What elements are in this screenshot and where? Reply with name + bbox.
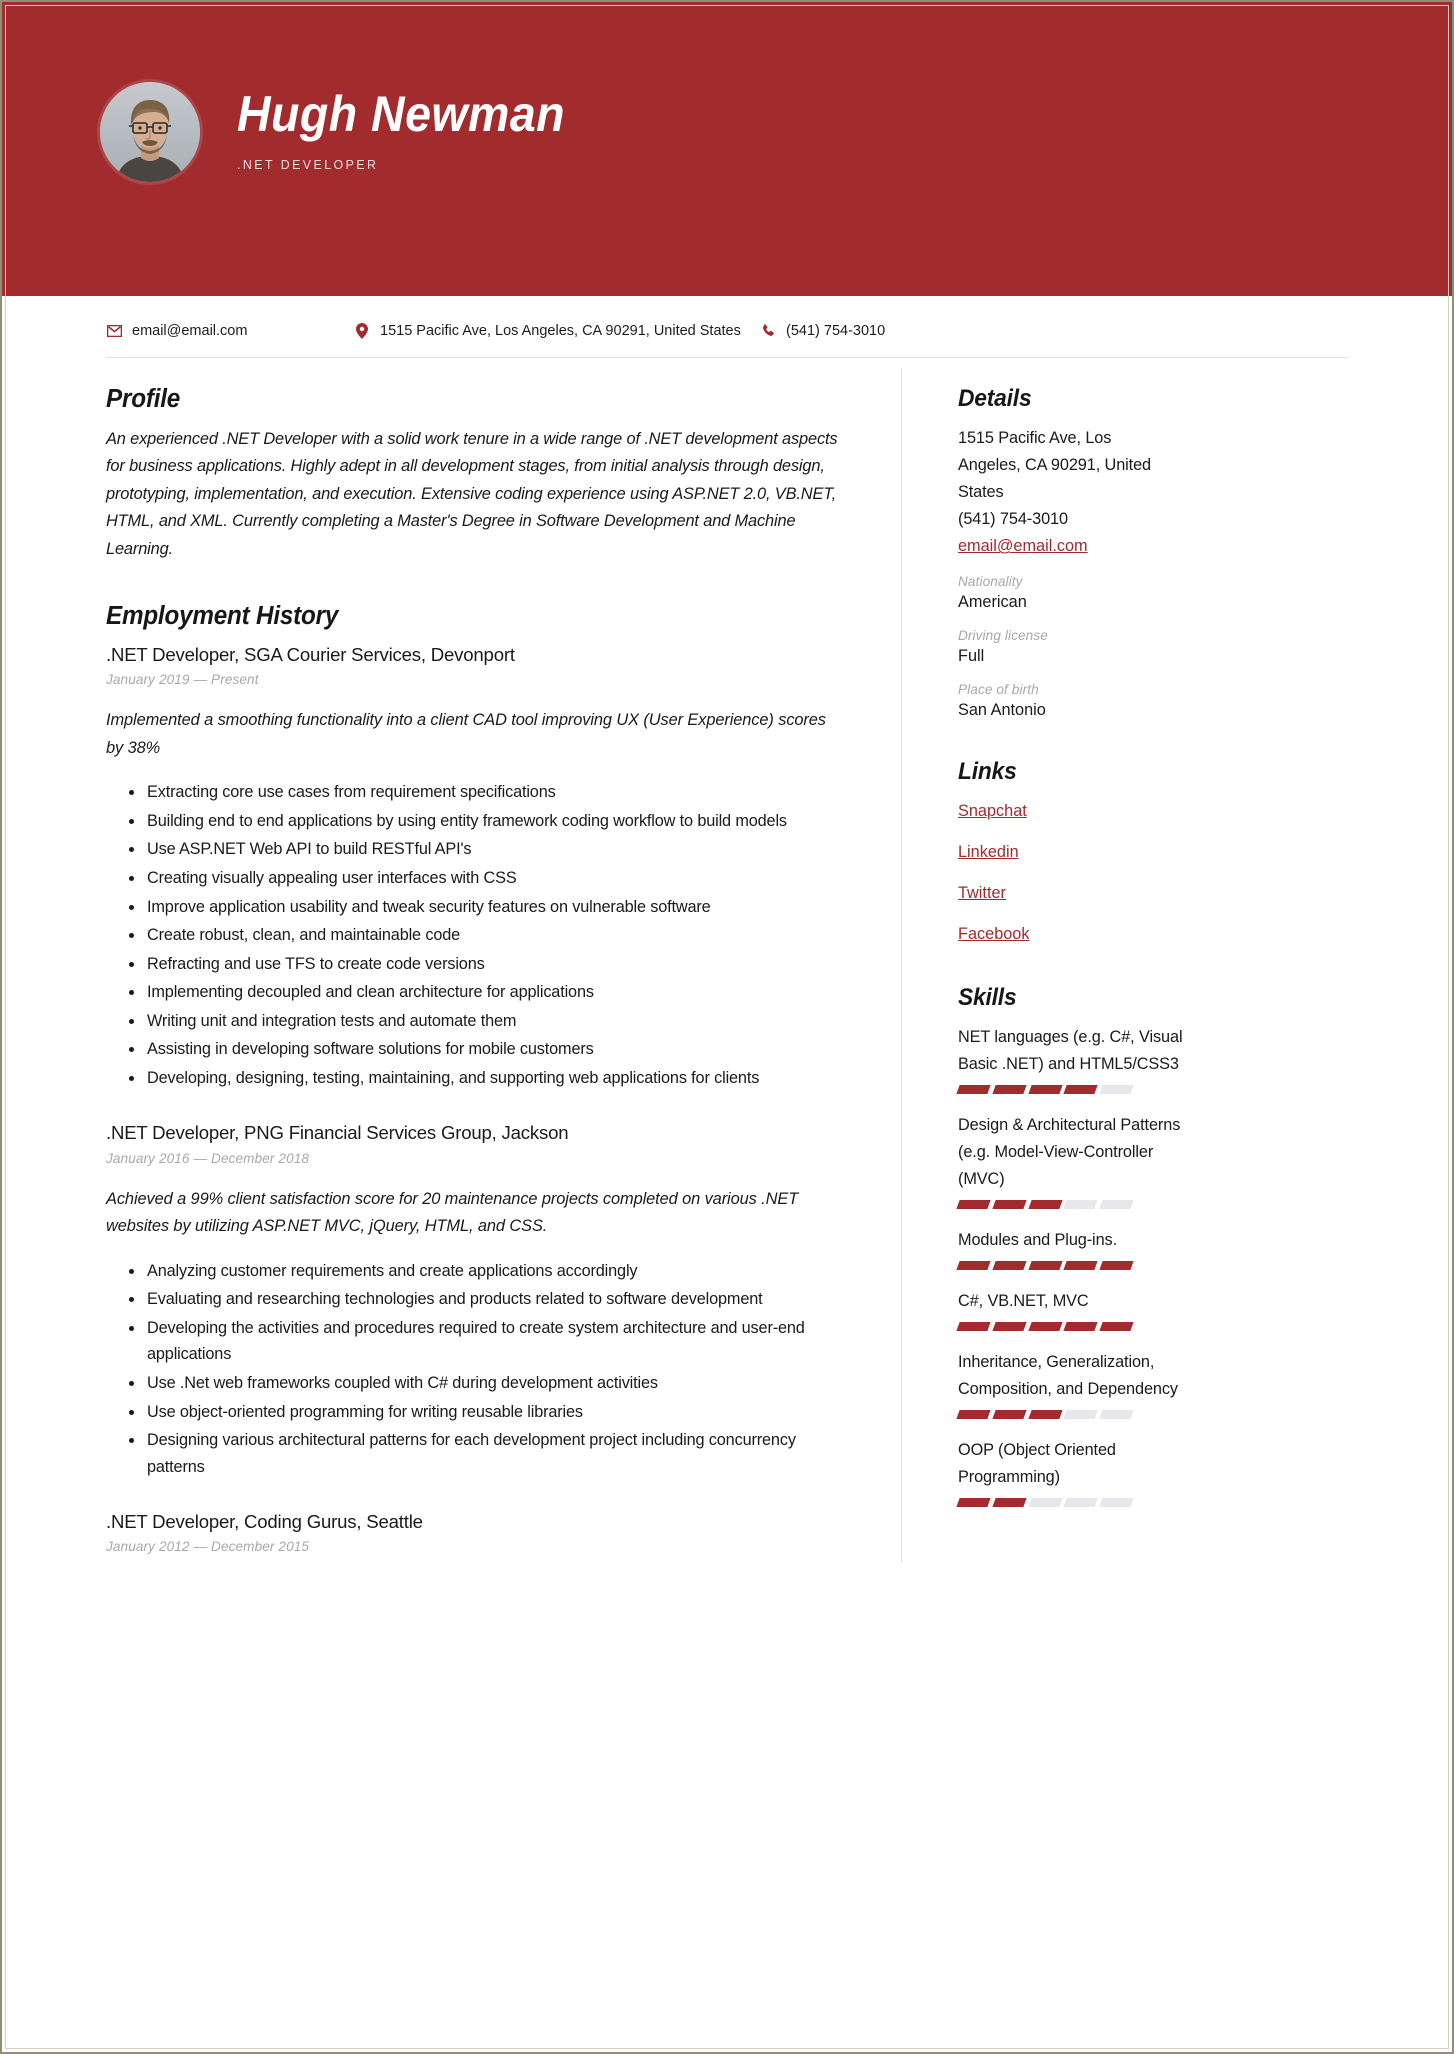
job-bullet: Assisting in developing software solutions for mobile customers [147, 1036, 843, 1063]
envelope-icon [106, 323, 122, 339]
field-label: Place of birth [958, 681, 1039, 697]
job-bullet: Use .Net web frameworks coupled with C# during development activities [147, 1370, 843, 1397]
job-date-range: January 2012 — December 2015 [106, 1539, 310, 1555]
profile-photo [100, 82, 200, 182]
skill-item [958, 1349, 1202, 1419]
skill-level-segment [1064, 1498, 1098, 1507]
skill-level-segment [1064, 1322, 1098, 1331]
name-block [237, 82, 590, 172]
employment-entry [106, 643, 843, 1091]
job-bullet: Developing the activities and procedures required to create system architecture and user-end applications [147, 1315, 843, 1368]
field-value: Full [958, 647, 985, 666]
job-bullet: Analyzing customer requirements and create applications accordingly [147, 1258, 843, 1285]
job-bullet: Building end to end applications by using entity framework coding workflow to build models [147, 808, 843, 835]
link-twitter[interactable]: Twitter [958, 883, 1006, 902]
employment-entry [106, 1121, 843, 1480]
skill-level-segment [1028, 1200, 1062, 1209]
contact-email-text: email@email.com [132, 323, 248, 339]
skill-level-segment [992, 1261, 1026, 1270]
skill-level-segment [1028, 1498, 1062, 1507]
contact-email[interactable] [106, 323, 354, 339]
skill-level-segment [956, 1261, 990, 1270]
skill-level-segment [956, 1410, 990, 1419]
section-skills [958, 984, 1202, 1508]
employment-entry [106, 1510, 843, 1554]
skill-name: OOP (Object Oriented Programming) [958, 1441, 1116, 1487]
job-title-line: .NET Developer, PNG Financial Services Group, Jackson [106, 1122, 569, 1144]
skill-level-segment [1064, 1261, 1098, 1270]
full-name: Hugh Newman [237, 86, 566, 142]
skill-level-segment [992, 1498, 1026, 1507]
field-value: American [958, 593, 1027, 612]
field-label: Driving license [958, 628, 1048, 644]
contact-phone-text: (541) 754-3010 [786, 323, 886, 339]
skill-level-segment [1100, 1261, 1134, 1270]
link-snapchat[interactable]: Snapchat [958, 801, 1027, 820]
skill-level-segment [1100, 1085, 1134, 1094]
employment-heading: Employment History [106, 601, 339, 630]
skill-level-segment [956, 1322, 990, 1331]
skill-level-segment [992, 1085, 1026, 1094]
skill-name: Inheritance, Generalization, Composition, and Dependency [958, 1353, 1178, 1399]
job-summary: Achieved a 99% client satisfaction score for 20 maintenance projects completed on various .NET websites by utilizing ASP.NET MVC, jQuery, HTML, and CSS. [106, 1189, 799, 1236]
sidebar-column [902, 358, 1202, 1563]
job-title-line: .NET Developer, Coding Gurus, Seattle [106, 1511, 423, 1533]
skill-item [958, 1227, 1202, 1270]
job-bullet: Extracting core use cases from requirement specifications [147, 779, 843, 806]
contact-bar [2, 296, 1452, 339]
job-bullet: Use ASP.NET Web API to build RESTful API's [147, 836, 843, 863]
section-links [958, 758, 1202, 948]
job-bullet: Refracting and use TFS to create code versions [147, 951, 843, 978]
field-value: San Antonio [958, 700, 1046, 719]
skill-level-bar [958, 1410, 1132, 1419]
skill-level-segment [992, 1200, 1026, 1209]
skills-heading: Skills [958, 983, 1017, 1011]
link-row [958, 880, 1202, 907]
skill-level-bar [958, 1261, 1132, 1270]
field-label: Nationality [958, 574, 1023, 590]
skill-level-segment [1028, 1322, 1062, 1331]
job-bullet: Use object-oriented programming for writing reusable libraries [147, 1399, 843, 1426]
skill-level-bar [958, 1200, 1132, 1209]
job-bullet: Evaluating and researching technologies and products related to software development [147, 1286, 843, 1313]
skill-name: NET languages (e.g. C#, Visual Basic .NET) and HTML5/CSS3 [958, 1027, 1183, 1073]
job-title-line: .NET Developer, SGA Courier Services, Devonport [106, 643, 515, 665]
job-bullet: Creating visually appealing user interfaces with CSS [147, 865, 843, 892]
skill-level-segment [1064, 1200, 1098, 1209]
links-heading: Links [958, 757, 1017, 785]
skill-level-segment [1100, 1410, 1134, 1419]
job-bullet: Developing, designing, testing, maintaining, and supporting web applications for clients [147, 1065, 843, 1092]
section-details [958, 385, 1202, 722]
contact-address [354, 323, 760, 339]
skill-name: Modules and Plug-ins. [958, 1231, 1117, 1250]
job-date-range: January 2016 — December 2018 [106, 1150, 310, 1166]
phone-icon [760, 323, 776, 339]
skill-level-segment [1028, 1261, 1062, 1270]
skill-level-segment [1100, 1200, 1134, 1209]
link-row [958, 839, 1202, 866]
links-list [958, 798, 1202, 948]
skill-item [958, 1024, 1202, 1094]
skill-level-segment [992, 1322, 1026, 1331]
skill-level-segment [1100, 1322, 1134, 1331]
skill-level-segment [1064, 1410, 1098, 1419]
details-field-nationality [958, 574, 1202, 614]
details-email-link[interactable]: email@email.com [958, 537, 1088, 556]
link-row [958, 798, 1202, 825]
job-bullet: Improve application usability and tweak security features on vulnerable software [147, 894, 843, 921]
skill-level-segment [1100, 1498, 1134, 1507]
link-row [958, 921, 1202, 948]
job-bullet: Designing various architectural patterns for each development project including concurrency patterns [147, 1427, 843, 1480]
skill-item [958, 1437, 1202, 1507]
skill-level-segment [1064, 1085, 1098, 1094]
contact-address-text: 1515 Pacific Ave, Los Angeles, CA 90291, United States [380, 323, 741, 339]
details-phone: (541) 754-3010 [958, 510, 1068, 529]
main-column [106, 358, 901, 1563]
location-pin-icon [354, 323, 370, 339]
skills-list [958, 1024, 1202, 1508]
job-summary: Implemented a smoothing functionality into a client CAD tool improving UX (User Experience) scores by 38% [106, 711, 826, 757]
job-bullet-list [106, 779, 843, 1091]
skill-name: Design & Architectural Patterns (e.g. Model-View-Controller (MVC) [958, 1115, 1181, 1189]
skill-level-bar [958, 1498, 1132, 1507]
job-title: .NET DEVELOPER [237, 156, 379, 172]
resume-header [2, 2, 1452, 296]
skill-level-bar [958, 1322, 1132, 1331]
skill-item [958, 1288, 1202, 1331]
profile-heading: Profile [106, 385, 181, 413]
details-address-line: Angeles, CA 90291, United [958, 456, 1152, 475]
job-bullet: Writing unit and integration tests and automate them [147, 1008, 843, 1035]
skill-item [958, 1112, 1202, 1209]
details-address-line: 1515 Pacific Ave, Los [958, 429, 1112, 447]
skill-level-segment [956, 1085, 990, 1094]
job-bullet: Implementing decoupled and clean architecture for applications [147, 979, 843, 1006]
details-address-line: States [958, 483, 1004, 502]
skill-level-bar [958, 1085, 1132, 1094]
resume-body [2, 358, 1452, 1563]
details-heading: Details [958, 385, 1032, 412]
details-field-place-of-birth [958, 682, 1202, 722]
profile-text: An experienced .NET Developer with a solid work tenure in a wide range of .NET development aspects for business applications. Highly adept in all development stages, from initial analysis through design, prototyping, implementation, and execution. Extensive coding experience using ASP.NET 2.0, VB.NET, HTML, and XML. Currently completing a Master's Degree in Software Development and Machine Learning. [106, 430, 838, 558]
link-facebook[interactable]: Facebook [958, 924, 1030, 943]
job-date-range: January 2019 — Present [106, 672, 259, 688]
section-profile [106, 385, 843, 563]
skill-level-segment [956, 1498, 990, 1507]
job-bullet: Create robust, clean, and maintainable code [147, 922, 843, 949]
contact-phone [760, 323, 885, 339]
details-field-driving-license [958, 628, 1202, 668]
skill-level-segment [1028, 1410, 1062, 1419]
skill-level-segment [992, 1410, 1026, 1419]
job-bullet-list [106, 1258, 843, 1481]
skill-level-segment [956, 1200, 990, 1209]
link-linkedin[interactable]: Linkedin [958, 842, 1019, 861]
skill-level-segment [1028, 1085, 1062, 1094]
skill-name: C#, VB.NET, MVC [958, 1292, 1089, 1311]
section-employment [106, 602, 843, 1554]
